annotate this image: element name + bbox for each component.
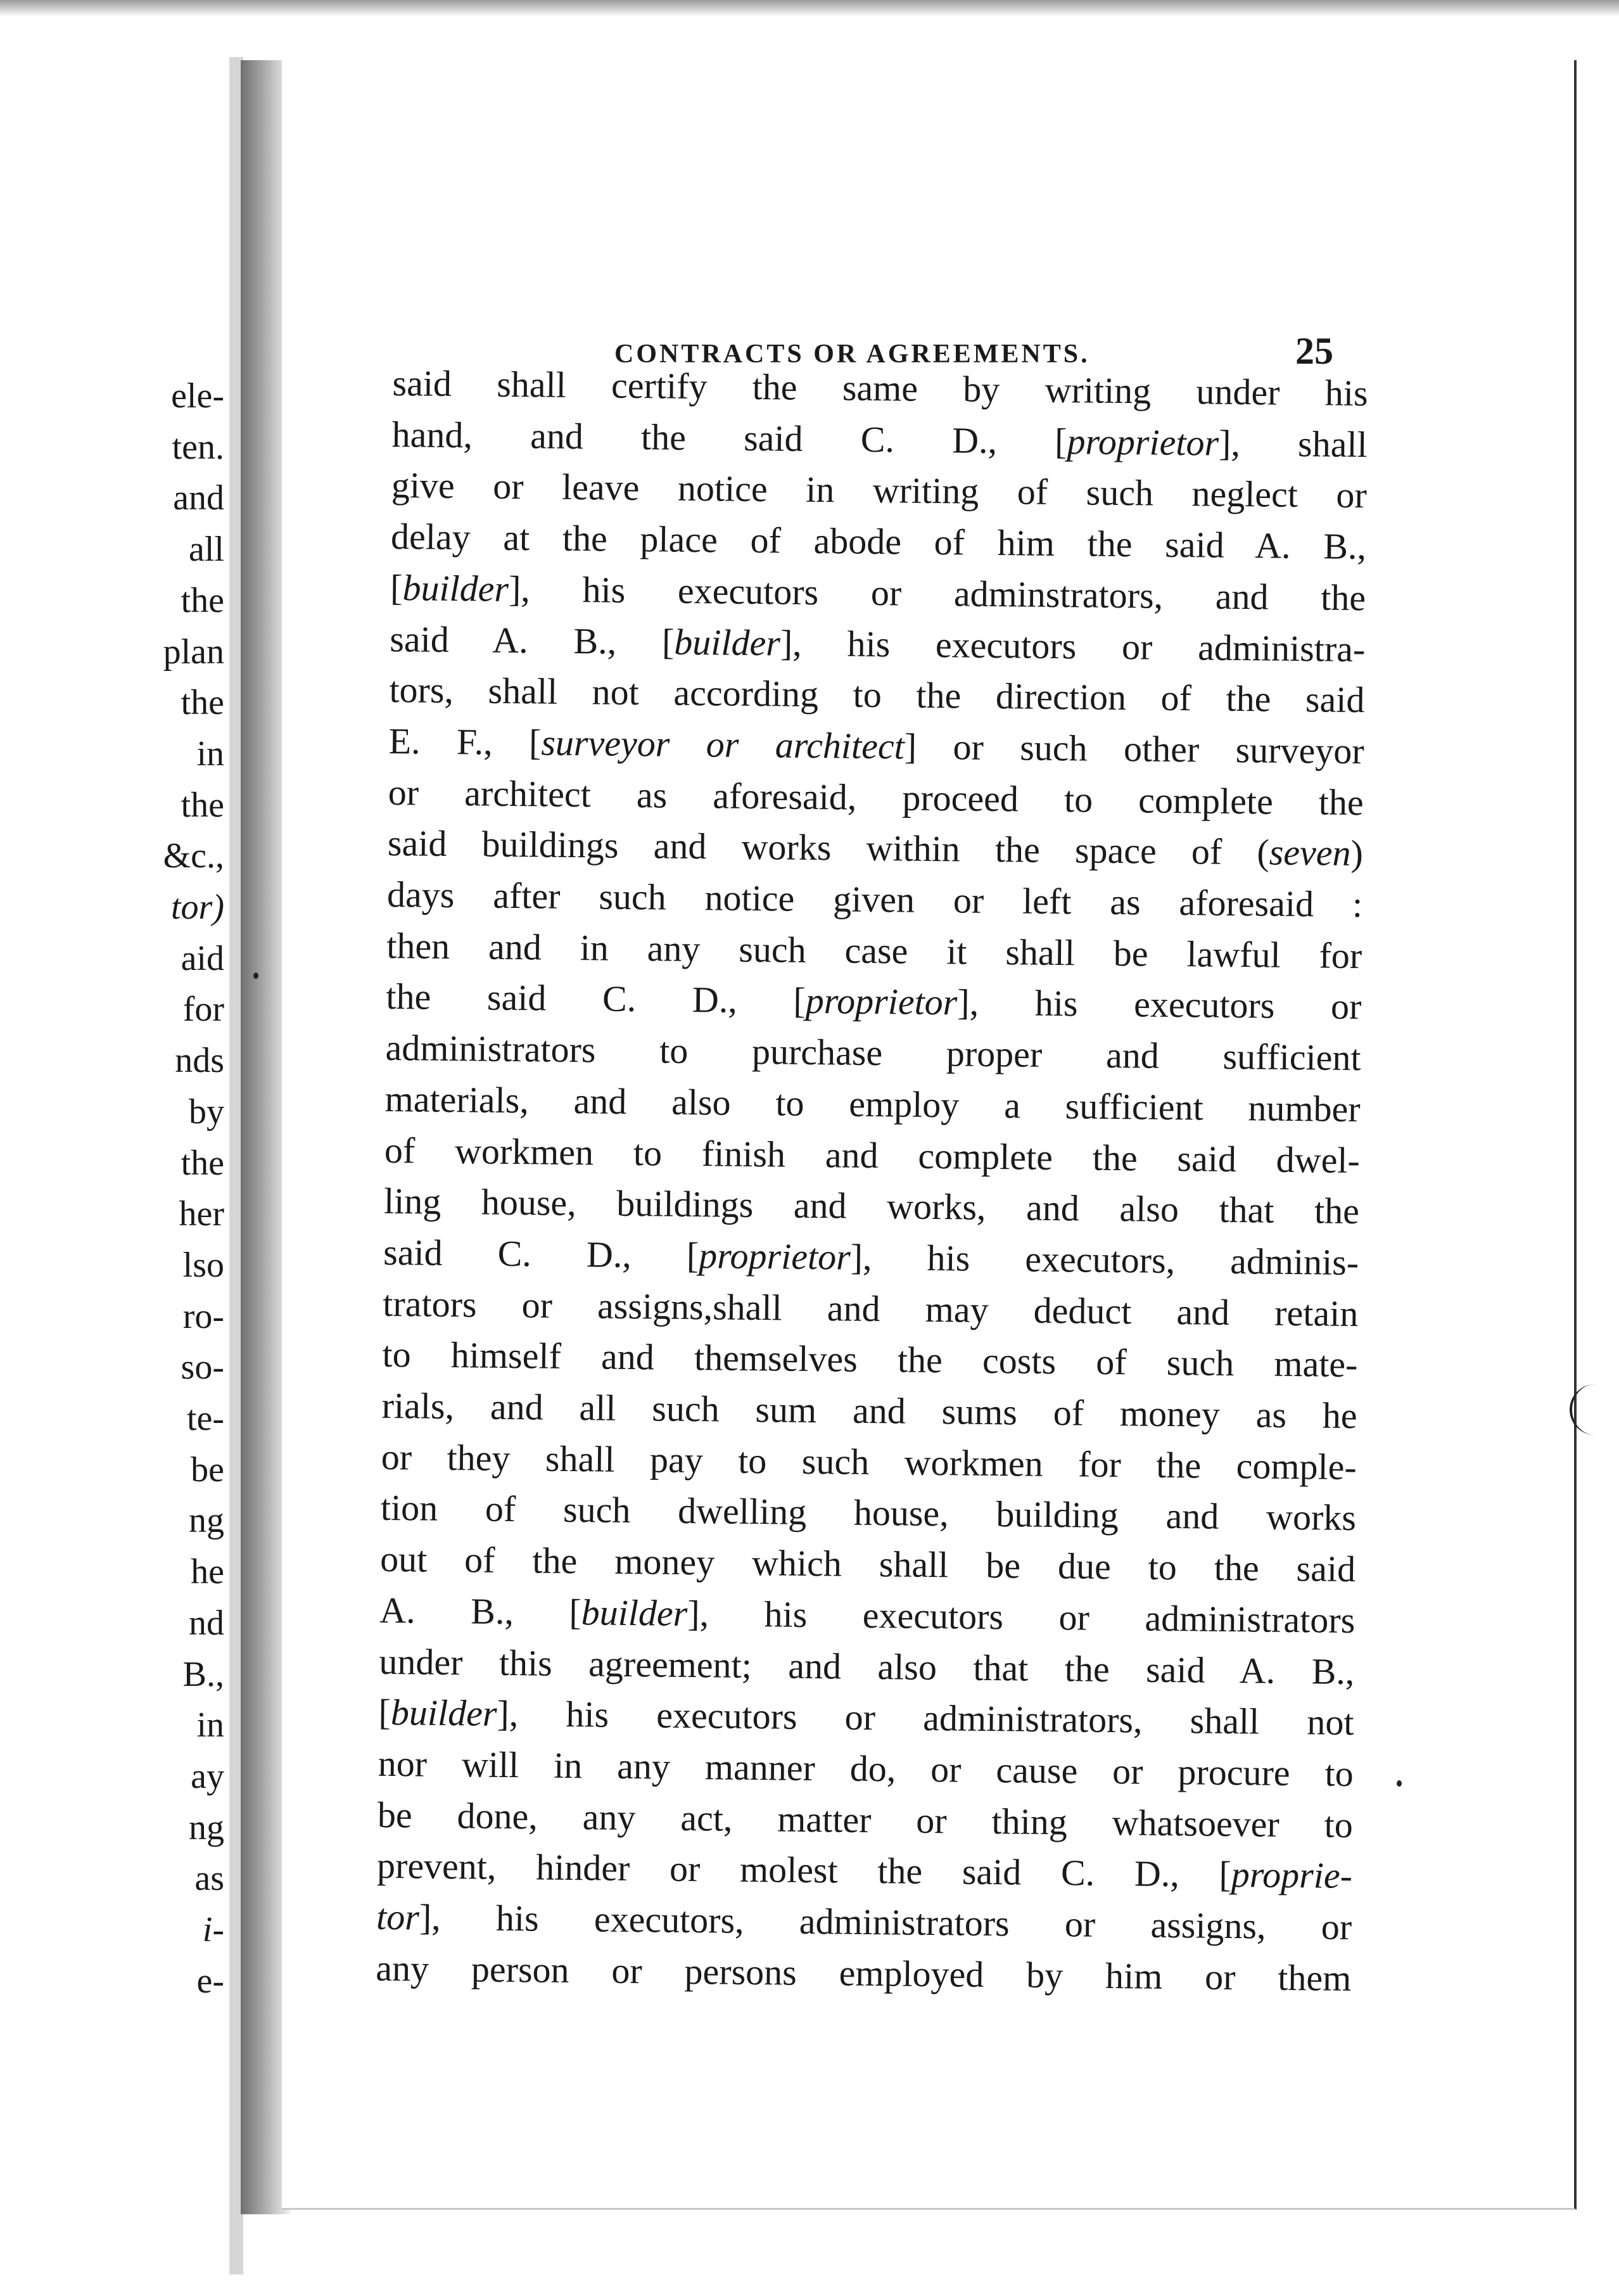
left-page-line: for — [182, 990, 224, 1030]
text-line: of workmen to finish and complete the said dwel- — [384, 1129, 1361, 1181]
page-number: 25 — [1295, 330, 1333, 372]
left-page-line: in — [196, 1706, 224, 1745]
italic-term: builder — [674, 621, 781, 663]
text-line: [builder], his executors or administrators, shall not — [378, 1692, 1354, 1744]
left-page-line: &c., — [163, 836, 224, 876]
text-line: to himself and themselves the costs of such mate- — [382, 1334, 1358, 1386]
left-page-line: B., — [182, 1654, 224, 1694]
left-page-line: ng — [189, 1808, 224, 1847]
left-page-text — [98, 371, 224, 2007]
text-line: ling house, buildings and works, and also that the — [383, 1180, 1360, 1232]
left-page-line: so- — [181, 1348, 224, 1387]
text-line: be done, any act, matter or thing whatsoever to — [377, 1794, 1354, 1846]
left-page-line: the — [181, 1143, 224, 1183]
italic-term: proprietor — [698, 1235, 851, 1278]
scan-top-rim — [0, 0, 1619, 16]
text-line: delay at the place of abode of him the said A. B., — [390, 516, 1367, 568]
text-line: said A. B., [builder], his executors or administra- — [390, 618, 1366, 670]
left-page-line: all — [189, 530, 224, 570]
left-page-line: i- — [202, 1910, 224, 1950]
text-line: administrators to purchase proper and sufficient — [385, 1027, 1361, 1079]
left-page-line: nd — [189, 1603, 224, 1643]
left-page-line: in — [196, 734, 224, 774]
text-line: or they shall pay to such workmen for the comple- — [381, 1436, 1357, 1488]
text-line: days after such notice given or left as aforesaid : — [386, 873, 1363, 926]
left-page-line: tor) — [171, 888, 224, 928]
italic-term: surveyor or architect — [541, 722, 905, 767]
left-page-line: e- — [196, 1961, 224, 2001]
left-page-line: plan — [163, 632, 224, 672]
text-line: E. F., [surveyor or architect] or such other surveyor — [388, 720, 1364, 772]
text-line: tion of such dwelling house, building and works — [380, 1487, 1357, 1539]
text-line: [builder], his executors or adminstrators, and the — [390, 566, 1366, 618]
left-page-line: as — [194, 1859, 224, 1899]
text-line: materials, and also to employ a sufficient number — [384, 1078, 1361, 1130]
left-page-line: lso — [182, 1245, 224, 1285]
text-line: tors, shall not according to the direction of the said — [389, 669, 1365, 721]
ink-speck — [253, 973, 258, 979]
italic-term: builder — [402, 566, 509, 609]
italic-term: builder — [390, 1692, 497, 1735]
text-line: said C. D., [proprietor], his executors, adminis- — [383, 1231, 1359, 1284]
text-line: trators or assigns,shall and may deduct and retain — [383, 1282, 1359, 1334]
text-line: out of the money which shall be due to the said — [379, 1538, 1356, 1590]
text-line: prevent, hinder or molest the said C. D., [proprie- — [376, 1845, 1353, 1897]
left-page-line: and — [173, 478, 224, 518]
left-page-line: ten. — [172, 427, 224, 467]
left-page-line: the — [181, 683, 224, 723]
text-line: A. B., [builder], his executors or administrators — [379, 1589, 1356, 1641]
text-line: said buildings and works within the space of (seven) — [387, 822, 1364, 874]
left-page — [0, 38, 233, 2255]
left-page-line: nds — [175, 1041, 224, 1081]
italic-term: seven — [1269, 831, 1351, 874]
left-page-line: be — [191, 1450, 224, 1489]
right-page — [282, 60, 1577, 2210]
italic-term: builder — [581, 1591, 688, 1634]
text-line: hand, and the said C. D., [proprietor], shall — [391, 413, 1368, 465]
left-page-line: her — [179, 1194, 224, 1234]
body-text — [376, 358, 1368, 2004]
text-line: or architect as aforesaid, proceed to complete the — [388, 771, 1364, 823]
left-page-line: ng — [189, 1501, 224, 1541]
left-page-line: he — [191, 1552, 224, 1592]
italic-term: proprietor — [805, 980, 958, 1023]
left-page-line: ro- — [182, 1296, 224, 1336]
text-line: tor], his executors, administrators or assigns, or — [376, 1896, 1352, 1948]
text-line: then and in any such case it shall be lawful for — [386, 924, 1362, 976]
running-head: CONTRACTS OR AGREEMENTS. — [614, 340, 1090, 369]
text-line: rials, and all such sum and sums of money as he — [381, 1384, 1357, 1437]
left-page-line: ay — [191, 1756, 224, 1796]
text-line: give or leave notice in writing of such neglect or — [391, 464, 1368, 516]
italic-term: tor — [376, 1896, 420, 1938]
left-page-line: te- — [186, 1399, 224, 1439]
left-page-line: the — [181, 580, 224, 620]
left-page-line: the — [181, 785, 224, 825]
ink-speck — [1397, 1780, 1402, 1787]
left-page-line: by — [189, 1092, 224, 1132]
text-line: nor will in any manner do, or cause or procure to — [378, 1742, 1354, 1794]
text-line: the said C. D., [proprietor], his executors or — [386, 976, 1362, 1028]
left-page-line: ele- — [171, 376, 224, 416]
italic-term: proprietor — [1067, 420, 1219, 464]
text-line: under this agreement; and also that the said A. B., — [379, 1640, 1355, 1692]
text-line: any person or persons employed by him or them — [376, 1947, 1352, 1999]
italic-term: proprie- — [1231, 1854, 1353, 1897]
left-page-line: aid — [181, 938, 224, 978]
text-line: said shall certify the same by writing under his — [392, 362, 1368, 414]
